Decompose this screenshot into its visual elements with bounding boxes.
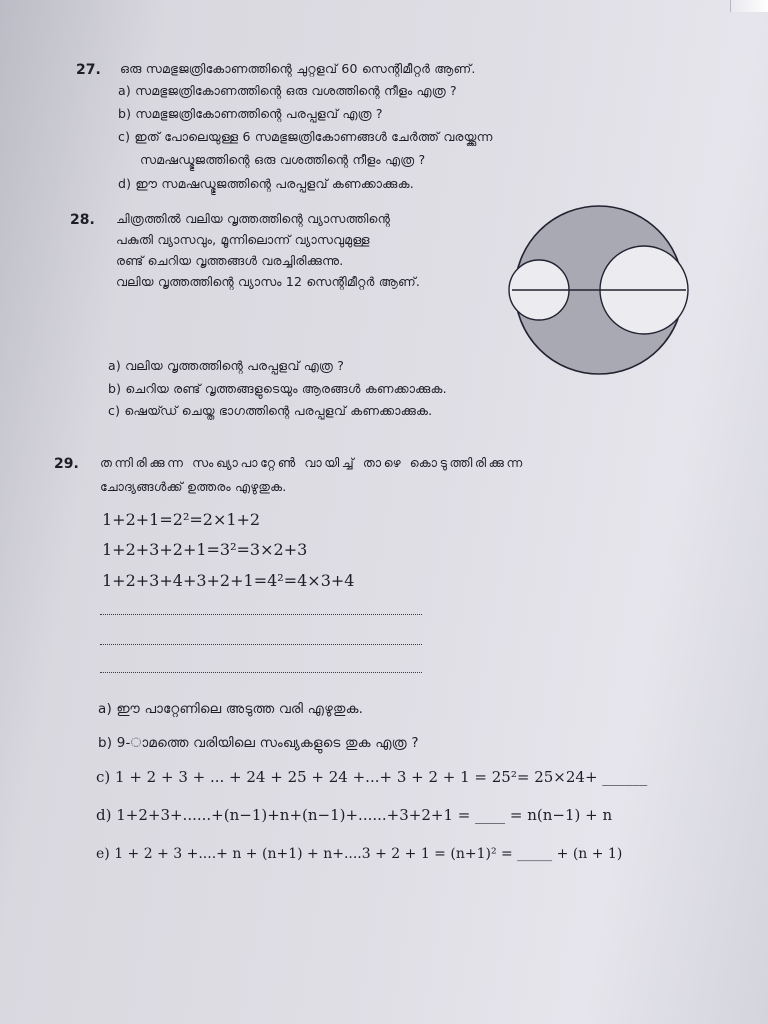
q28-b: b) ചെറിയ രണ്ട് വൃത്തങ്ങളുടെയും ആരങ്ങൾ കണക്കാക്കുക. xyxy=(108,381,447,396)
q29-c: c) 1 + 2 + 3 + ... + 24 + 25 + 24 +...+ 3 + 2 + 1 = 25²= 25×24+ ______ xyxy=(96,768,648,786)
q29-b: b) 9-ാമത്തെ വരിയിലെ സംഖ്യകളുടെ തുക എത്ര ? xyxy=(98,735,419,751)
q28-stem-line4: വലിയ വൃത്തത്തിന്റെ വ്യാസം 12 സെന്റിമീറ്റർ ആണ്. xyxy=(116,274,421,289)
q28-c: c) ഷെയ്ഡ് ചെയ്ത ഭാഗത്തിന്റെ പരപ്പളവ് കണക്കാക്കുക. xyxy=(108,403,433,418)
q27-c-line1: c) ഇത് പോലെയുള്ള 6 സമഭുജത്രികോണങ്ങൾ ചേർത്ത് വരയ്ക്കുന്ന xyxy=(118,129,493,144)
pattern-line-3: 1+2+3+4+3+2+1=4²=4×3+4 xyxy=(102,571,355,590)
q28-stem-line3: രണ്ട് ചെറിയ വൃത്തങ്ങൾ വരച്ചിരിക്കുന്നു. xyxy=(116,253,344,268)
q29-stem-line2: ചോദ്യങ്ങൾക്ക് ഉത്തരം എഴുതുക. xyxy=(100,479,287,494)
pattern-line-1: 1+2+1=2²=2×1+2 xyxy=(102,510,261,529)
q29-e: e) 1 + 2 + 3 +....+ n + (n+1) + n+....3 + 2 + 1 = (n+1)² = _____ + (n + 1) xyxy=(96,846,623,862)
q29-d: d) 1+2+3+......+(n−1)+n+(n−1)+......+3+2+1 = ____ = n(n−1) + n xyxy=(96,806,613,824)
q27-d: d) ഈ സമഷഡ്ഭുജത്തിന്റെ പരപ്പളവ് കണക്കാക്കുക. xyxy=(118,176,414,191)
q29-stem-line1: തന്നിരിക്കുന്ന സംഖ്യാപാറ്റേൺ വായിച്ച് താഴെ കൊടുത്തിരിക്കുന്ന xyxy=(100,455,525,470)
q28-a: a) വലിയ വൃത്തത്തിന്റെ പരപ്പളവ് എത്ര ? xyxy=(108,358,345,373)
q27-a: a) സമഭുജത്രികോണത്തിന്റെ ഒരു വശത്തിന്റെ നീളം എത്ര ? xyxy=(118,83,457,98)
q27-b: b) സമഭുജത്രികോണത്തിന്റെ പരപ്പളവ് എത്ര ? xyxy=(118,106,383,121)
pattern-line-2: 1+2+3+2+1=3²=3×2+3 xyxy=(102,540,308,559)
q29-number: 29. xyxy=(54,456,79,472)
answer-dotted-line-2 xyxy=(100,644,422,645)
q27-number: 27. xyxy=(76,62,101,78)
paper-corner xyxy=(730,0,768,12)
answer-dotted-line-1 xyxy=(100,614,422,615)
q27-stem: ഒരു സമഭുജത്രികോണത്തിന്റെ ചുറ്റളവ് 60 സെന്റിമീറ്റർ ആണ്. xyxy=(120,61,476,76)
answer-dotted-line-3 xyxy=(100,672,422,673)
circles-figure xyxy=(508,204,690,376)
q28-number: 28. xyxy=(70,212,95,228)
q29-a: a) ഈ പാറ്റേണിലെ അടുത്ത വരി എഴുതുക. xyxy=(98,701,364,717)
q27-c-line2: സമഷഡ്ഭുജത്തിന്റെ ഒരു വശത്തിന്റെ നീളം എത്ര ? xyxy=(140,152,426,167)
q28-stem-line2: പകുതി വ്യാസവും, മൂന്നിലൊന്ന് വ്യാസവുമുള്ള xyxy=(116,232,370,247)
q28-stem-line1: ചിത്രത്തിൽ വലിയ വൃത്തത്തിന്റെ വ്യാസത്തിന്റെ xyxy=(116,211,391,226)
